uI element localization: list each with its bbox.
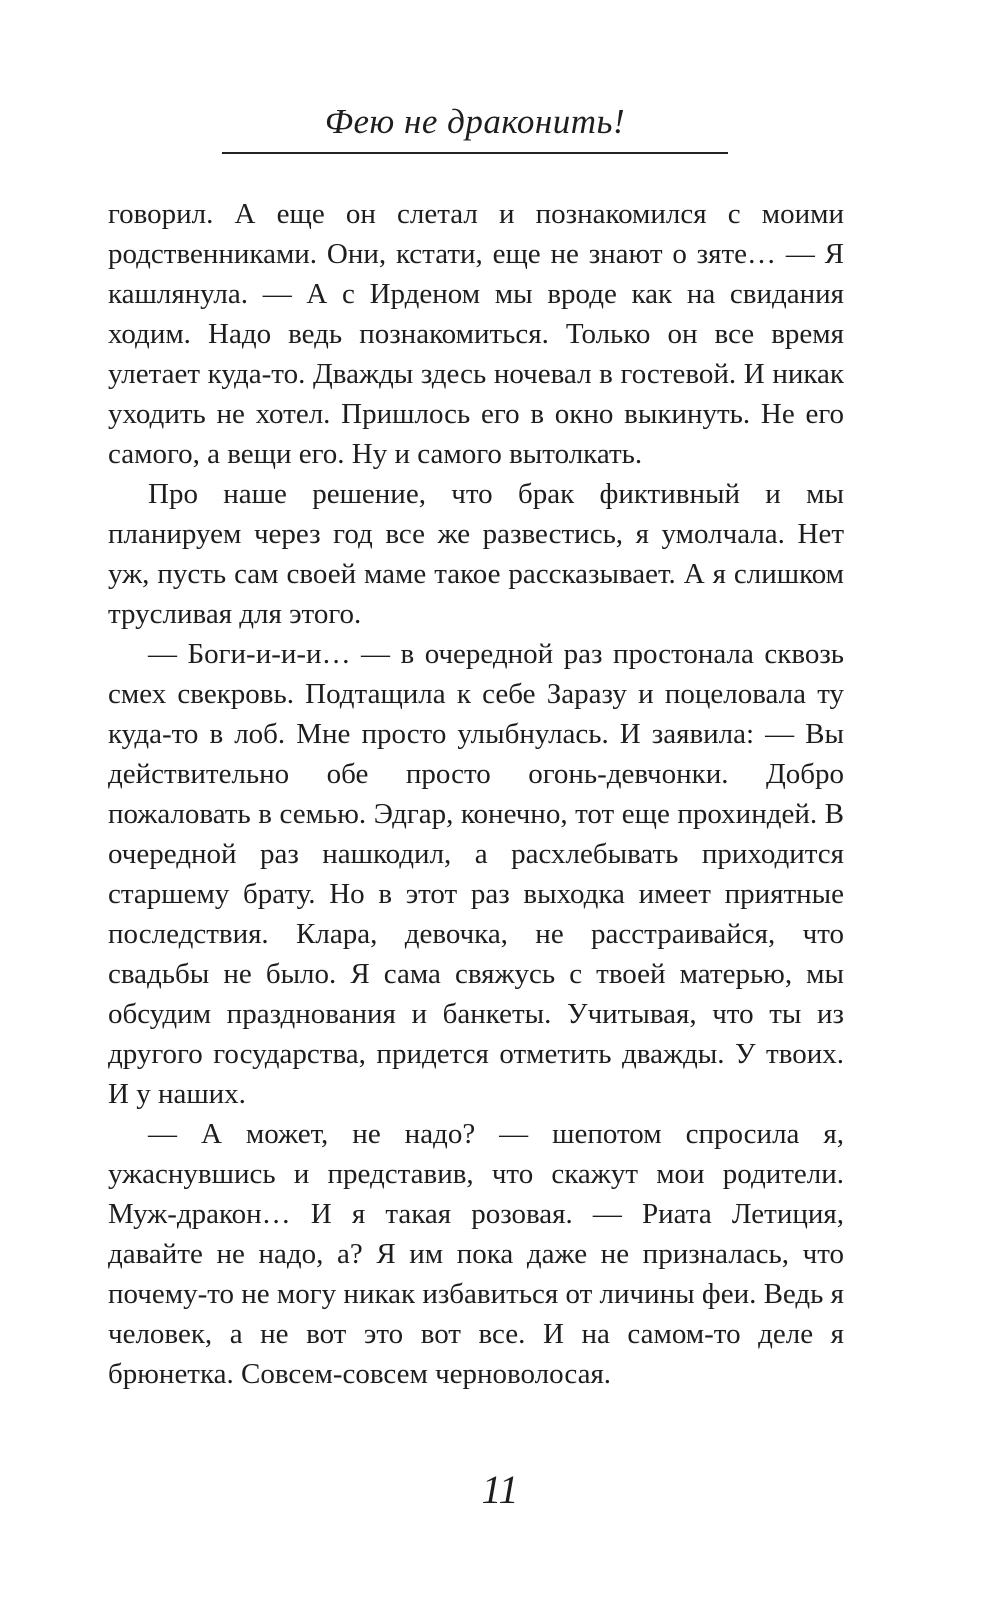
paragraph-1: говорил. А еще он слетал и познакомился с моими родственниками. Они, кстати, еще не знают о зяте… — Я кашлянула. — А с Ирденом мы вроде как на свидания ходим. Надо ведь познакомиться. Только он все время улетает куда-то. Дважды здесь ночевал в гостевой. И никак уходить не хотел. Пришлось его в окно выкинуть. Не его самого, а вещи его. Ну и самого вытолкать. [108, 198, 844, 470]
running-header [222, 96, 728, 154]
paragraph-2: Про наше решение, что брак фиктивный и мы планируем через год все же развестись, я умолчала. Нет уж, пусть сам своей маме такое рассказывает. А я слишком трусливая для этого. [108, 478, 844, 630]
book-title: Фею не драконить! [324, 102, 626, 141]
page-number: 11 [481, 1467, 519, 1512]
paragraph-4: — А может, не надо? — шепотом спросила я, ужаснувшись и представив, что скажут мои родители. Муж-дракон… И я такая розовая. — Риата Летиция, давайте не надо, а? Я им пока даже не призналась, что почему-то не могу никак избавиться от личины феи. Ведь я человек, а не вот это вот все. И на самом-то деле я брюнетка. Совсем-совсем черноволосая. [108, 1118, 844, 1390]
body-text [108, 194, 844, 1394]
header-divider [222, 152, 728, 154]
paragraph-3: — Боги-и-и-и… — в очередной раз простонала сквозь смех свекровь. Подтащила к себе Заразу и поцеловала ту куда-то в лоб. Мне просто улыбнулась. И заявила: — Вы действительно обе просто огонь-девчонки. Добро пожаловать в семью. Эдгар, конечно, тот еще прохиндей. В очередной раз нашкодил, а расхлебывать приходится старшему брату. Но в этот раз выходка имеет приятные последствия. Клара, девочка, не расстраивайся, что свадьбы не было. Я сама свяжусь с твоей матерью, мы обсудим празднования и банкеты. Учитывая, что ты из другого государства, придется отметить дважды. У твоих. И у наших. [108, 638, 844, 1110]
